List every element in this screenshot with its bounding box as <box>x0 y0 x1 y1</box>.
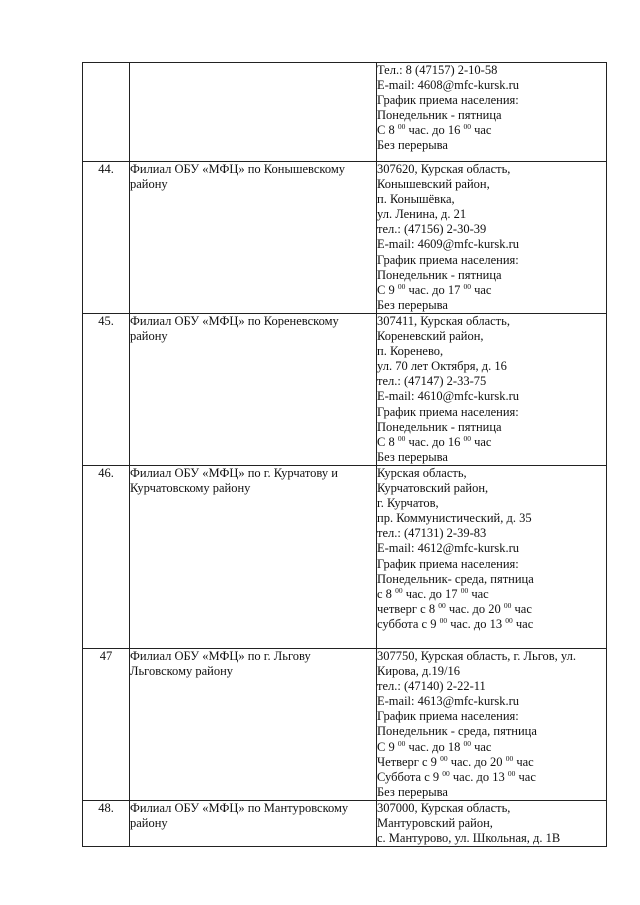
branch-name: Филиал ОБУ «МФЦ» по Конышевскому району <box>130 162 377 314</box>
contact-line: Мантуровский район, <box>377 816 493 831</box>
contact-line: 307000, Курская область, <box>377 801 511 815</box>
contact-line: Курская область, <box>377 466 467 480</box>
contact-line: Кореневский район, <box>377 329 484 344</box>
row-number: 44. <box>83 162 130 314</box>
mfc-branches-table <box>82 62 607 847</box>
branch-name: Филиал ОБУ «МФЦ» по г. Курчатову и Курчатовскому району <box>130 466 377 649</box>
contact-line: Понедельник - пятница <box>377 419 502 434</box>
contact-line: ул. Ленина, д. 21 <box>377 207 467 222</box>
branch-contact-info <box>377 63 607 162</box>
branch-contact-info <box>377 649 607 801</box>
branch-contact-info <box>377 162 607 314</box>
contact-line: E-mail: 4613@mfc-kursk.ru <box>377 694 520 709</box>
contact-line: Понедельник- среда, пятница <box>377 571 534 586</box>
contact-line: График приема населения: <box>377 556 519 571</box>
table-row <box>83 801 607 847</box>
contact-line: E-mail: 4608@mfc-kursk.ru <box>377 78 520 93</box>
table-row <box>83 162 607 314</box>
table-row <box>83 63 607 162</box>
contact-line: пр. Коммунистический, д. 35 <box>377 511 532 526</box>
contact-line: тел.: (47147) 2-33-75 <box>377 374 487 389</box>
contact-line: п. Конышёвка, <box>377 192 455 207</box>
branch-name <box>130 63 377 162</box>
contact-line: тел.: (47156) 2-30-39 <box>377 222 487 237</box>
table-row <box>83 466 607 649</box>
branch-name: Филиал ОБУ «МФЦ» по г. Льгову Льговскому району <box>130 649 377 801</box>
contact-line: Четверг с 9 $^{00}$ час. до 20 $^{00}$ час <box>377 753 534 769</box>
contact-line: Понедельник - среда, пятница <box>377 724 537 739</box>
contact-line: 307411, Курская область, <box>377 314 510 328</box>
contact-line: тел.: (47140) 2-22-11 <box>377 679 486 694</box>
contact-line: С 9 $^{00}$ час. до 17 $^{00}$ час <box>377 281 492 297</box>
contact-line: Понедельник - пятница <box>377 267 502 282</box>
row-number: 47 <box>83 649 130 801</box>
contact-line: График приема населения: <box>377 252 519 267</box>
contact-line: С 8 $^{00}$ час. до 16 $^{00}$ час <box>377 122 492 138</box>
contact-line: Без перерыва <box>377 449 448 464</box>
contact-line: Без перерыва <box>377 784 448 799</box>
table-row <box>83 314 607 466</box>
contact-line: с. Мантурово, ул. Школьная, д. 1В <box>377 831 561 846</box>
contact-line: суббота с 9 $^{00}$ час. до 13 $^{00}$ час <box>377 615 534 631</box>
branch-name: Филиал ОБУ «МФЦ» по Мантуровскому району <box>130 801 377 847</box>
contact-line: E-mail: 4609@mfc-kursk.ru <box>377 237 520 252</box>
contact-line: График приема населения: <box>377 709 519 724</box>
row-number: 48. <box>83 801 130 847</box>
contact-line: График приема населения: <box>377 404 519 419</box>
contact-line: С 8 $^{00}$ час. до 16 $^{00}$ час <box>377 433 492 449</box>
contact-line: г. Курчатов, <box>377 496 439 511</box>
branch-contact-info <box>377 466 607 649</box>
contact-line: Курчатовский район, <box>377 481 489 496</box>
contact-line: п. Коренево, <box>377 344 444 359</box>
row-number: 45. <box>83 314 130 466</box>
contact-line: Тел.: 8 (47157) 2-10-58 <box>377 63 498 77</box>
contact-line: График приема населения: <box>377 93 519 108</box>
contact-line: 307620, Курская область, <box>377 162 511 176</box>
row-number <box>83 63 130 162</box>
contact-line: Без перерыва <box>377 297 448 312</box>
contact-line: тел.: (47131) 2-39-83 <box>377 526 487 541</box>
branch-contact-info <box>377 801 607 847</box>
branch-contact-info <box>377 314 607 466</box>
contact-line: E-mail: 4612@mfc-kursk.ru <box>377 541 520 556</box>
contact-line: E-mail: 4610@mfc-kursk.ru <box>377 389 520 404</box>
branch-name: Филиал ОБУ «МФЦ» по Кореневскому району <box>130 314 377 466</box>
row-number: 46. <box>83 466 130 649</box>
contact-line: Конышевский район, <box>377 177 490 192</box>
contact-line: с 8 $^{00}$ час. до 17 $^{00}$ час <box>377 585 489 601</box>
contact-line: Понедельник - пятница <box>377 108 502 123</box>
contact-line: Без перерыва <box>377 138 448 153</box>
table-row <box>83 649 607 801</box>
contact-line: четверг с 8 $^{00}$ час. до 20 $^{00}$ час <box>377 600 532 616</box>
contact-line: ул. 70 лет Октября, д. 16 <box>377 359 507 374</box>
contact-line: С 9 $^{00}$ час. до 18 $^{00}$ час <box>377 738 492 754</box>
contact-line: 307750, Курская область, г. Льгов, ул. <box>377 649 576 663</box>
contact-line: Суббота с 9 $^{00}$ час. до 13 $^{00}$ час <box>377 768 536 784</box>
contact-line: Кирова, д.19/16 <box>377 664 461 679</box>
